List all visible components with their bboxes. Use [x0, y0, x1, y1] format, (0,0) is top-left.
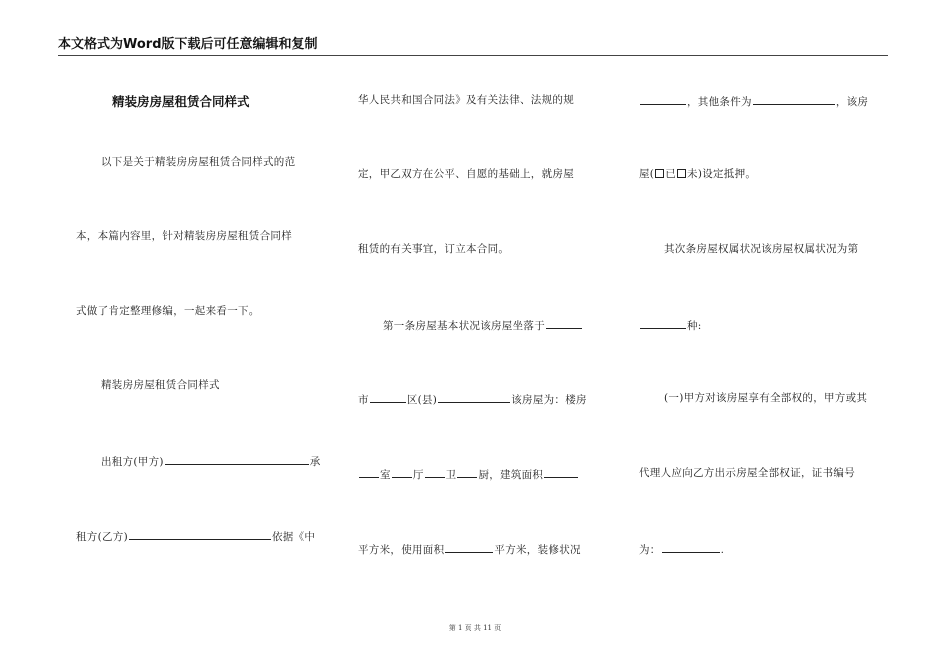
conditions-line — [639, 93, 868, 109]
paragraph-line: 华人民共和国合同法》及有关法律、法规的规 — [358, 94, 574, 106]
mortgaged-checkbox[interactable] — [655, 169, 664, 178]
paragraph-line: 定，甲乙双方在公平、自愿的基础上，就房屋 — [358, 168, 574, 180]
house-type-label: 该房屋为：楼房 — [511, 394, 587, 406]
article-one-line — [383, 317, 583, 333]
building-area-blank[interactable] — [544, 466, 578, 478]
lessor-line — [101, 453, 321, 469]
certificate-end: . — [720, 544, 725, 556]
district-blank[interactable] — [438, 391, 510, 403]
lessee-blank[interactable] — [129, 528, 271, 540]
hall-blank[interactable] — [392, 466, 412, 478]
bath-blank[interactable] — [425, 466, 445, 478]
room-blank[interactable] — [359, 466, 379, 478]
city-blank[interactable] — [370, 391, 406, 403]
not-mortgaged-label: 未)设定抵押。 — [687, 168, 757, 180]
usable-area-blank[interactable] — [445, 541, 493, 553]
area-line — [358, 541, 581, 557]
ownership-type-blank[interactable] — [640, 317, 686, 329]
lessee-line — [76, 528, 315, 544]
paragraph-line: 式做了肯定整理修编，一起来看一下。 — [76, 305, 260, 317]
lessor-label: 出租方(甲方) — [101, 456, 164, 468]
usable-area-label: 平方米，使用面积 — [358, 544, 445, 556]
paragraph-line: 本，本篇内容里，针对精装房房屋租赁合同样 — [76, 230, 292, 242]
district-label: 区(县) — [406, 394, 438, 406]
mortgaged-label: 已 — [665, 168, 677, 180]
not-mortgaged-checkbox[interactable] — [677, 169, 686, 178]
lessee-prefix: 承 — [309, 456, 321, 468]
article-two-line: 其次条房屋权属状况该房屋权属状况为第 — [664, 243, 859, 255]
kitchen-blank[interactable] — [457, 466, 477, 478]
page-footer: 第 1 页 共 11 页 — [448, 624, 502, 632]
bath-label: 卫 — [445, 469, 457, 481]
article-one-text: 第一条房屋基本状况该房屋坐落于 — [383, 320, 545, 332]
house-suffix: ，该房 — [835, 96, 869, 108]
certificate-number-blank[interactable] — [662, 541, 720, 553]
header-divider — [58, 55, 888, 56]
location-blank[interactable] — [546, 317, 582, 329]
city-label: 市 — [358, 394, 369, 406]
lessee-label: 租方(乙方) — [76, 531, 128, 543]
mortgage-line — [639, 167, 756, 181]
certificate-line — [639, 541, 724, 557]
hall-label: 厅 — [412, 469, 424, 481]
address-line — [358, 391, 587, 407]
document-header: 本文格式为Word版下载后可任意编辑和复制 — [58, 37, 318, 52]
certificate-label: 为： — [639, 544, 661, 556]
rooms-line — [358, 466, 579, 482]
ownership-type-label: 种: — [687, 320, 702, 332]
basis-prefix: 依据《中 — [272, 531, 316, 543]
lessor-blank[interactable] — [165, 453, 309, 465]
mortgage-prefix: 屋( — [639, 168, 655, 180]
paragraph-line: (一)甲方对该房屋享有全部权的，甲方或其 — [664, 392, 868, 404]
paragraph-line: 以下是关于精装房房屋租赁合同样式的范 — [101, 156, 296, 168]
decoration-blank[interactable] — [640, 93, 686, 105]
section-heading: 精装房房屋租赁合同样式 — [101, 379, 220, 391]
ownership-type-line — [639, 317, 702, 333]
area-label: 厨，建筑面积 — [478, 469, 544, 481]
other-conditions-label: ，其他条件为 — [687, 96, 752, 108]
other-conditions-blank[interactable] — [753, 93, 835, 105]
room-label: 室 — [380, 469, 391, 481]
paragraph-line: 代理人应向乙方出示房屋全部权证，证书编号 — [639, 467, 855, 479]
document-title: 精装房房屋租赁合同样式 — [112, 94, 250, 109]
decoration-label: 平方米，装修状况 — [494, 544, 581, 556]
paragraph-line: 租赁的有关事宜，订立本合同。 — [358, 243, 510, 255]
